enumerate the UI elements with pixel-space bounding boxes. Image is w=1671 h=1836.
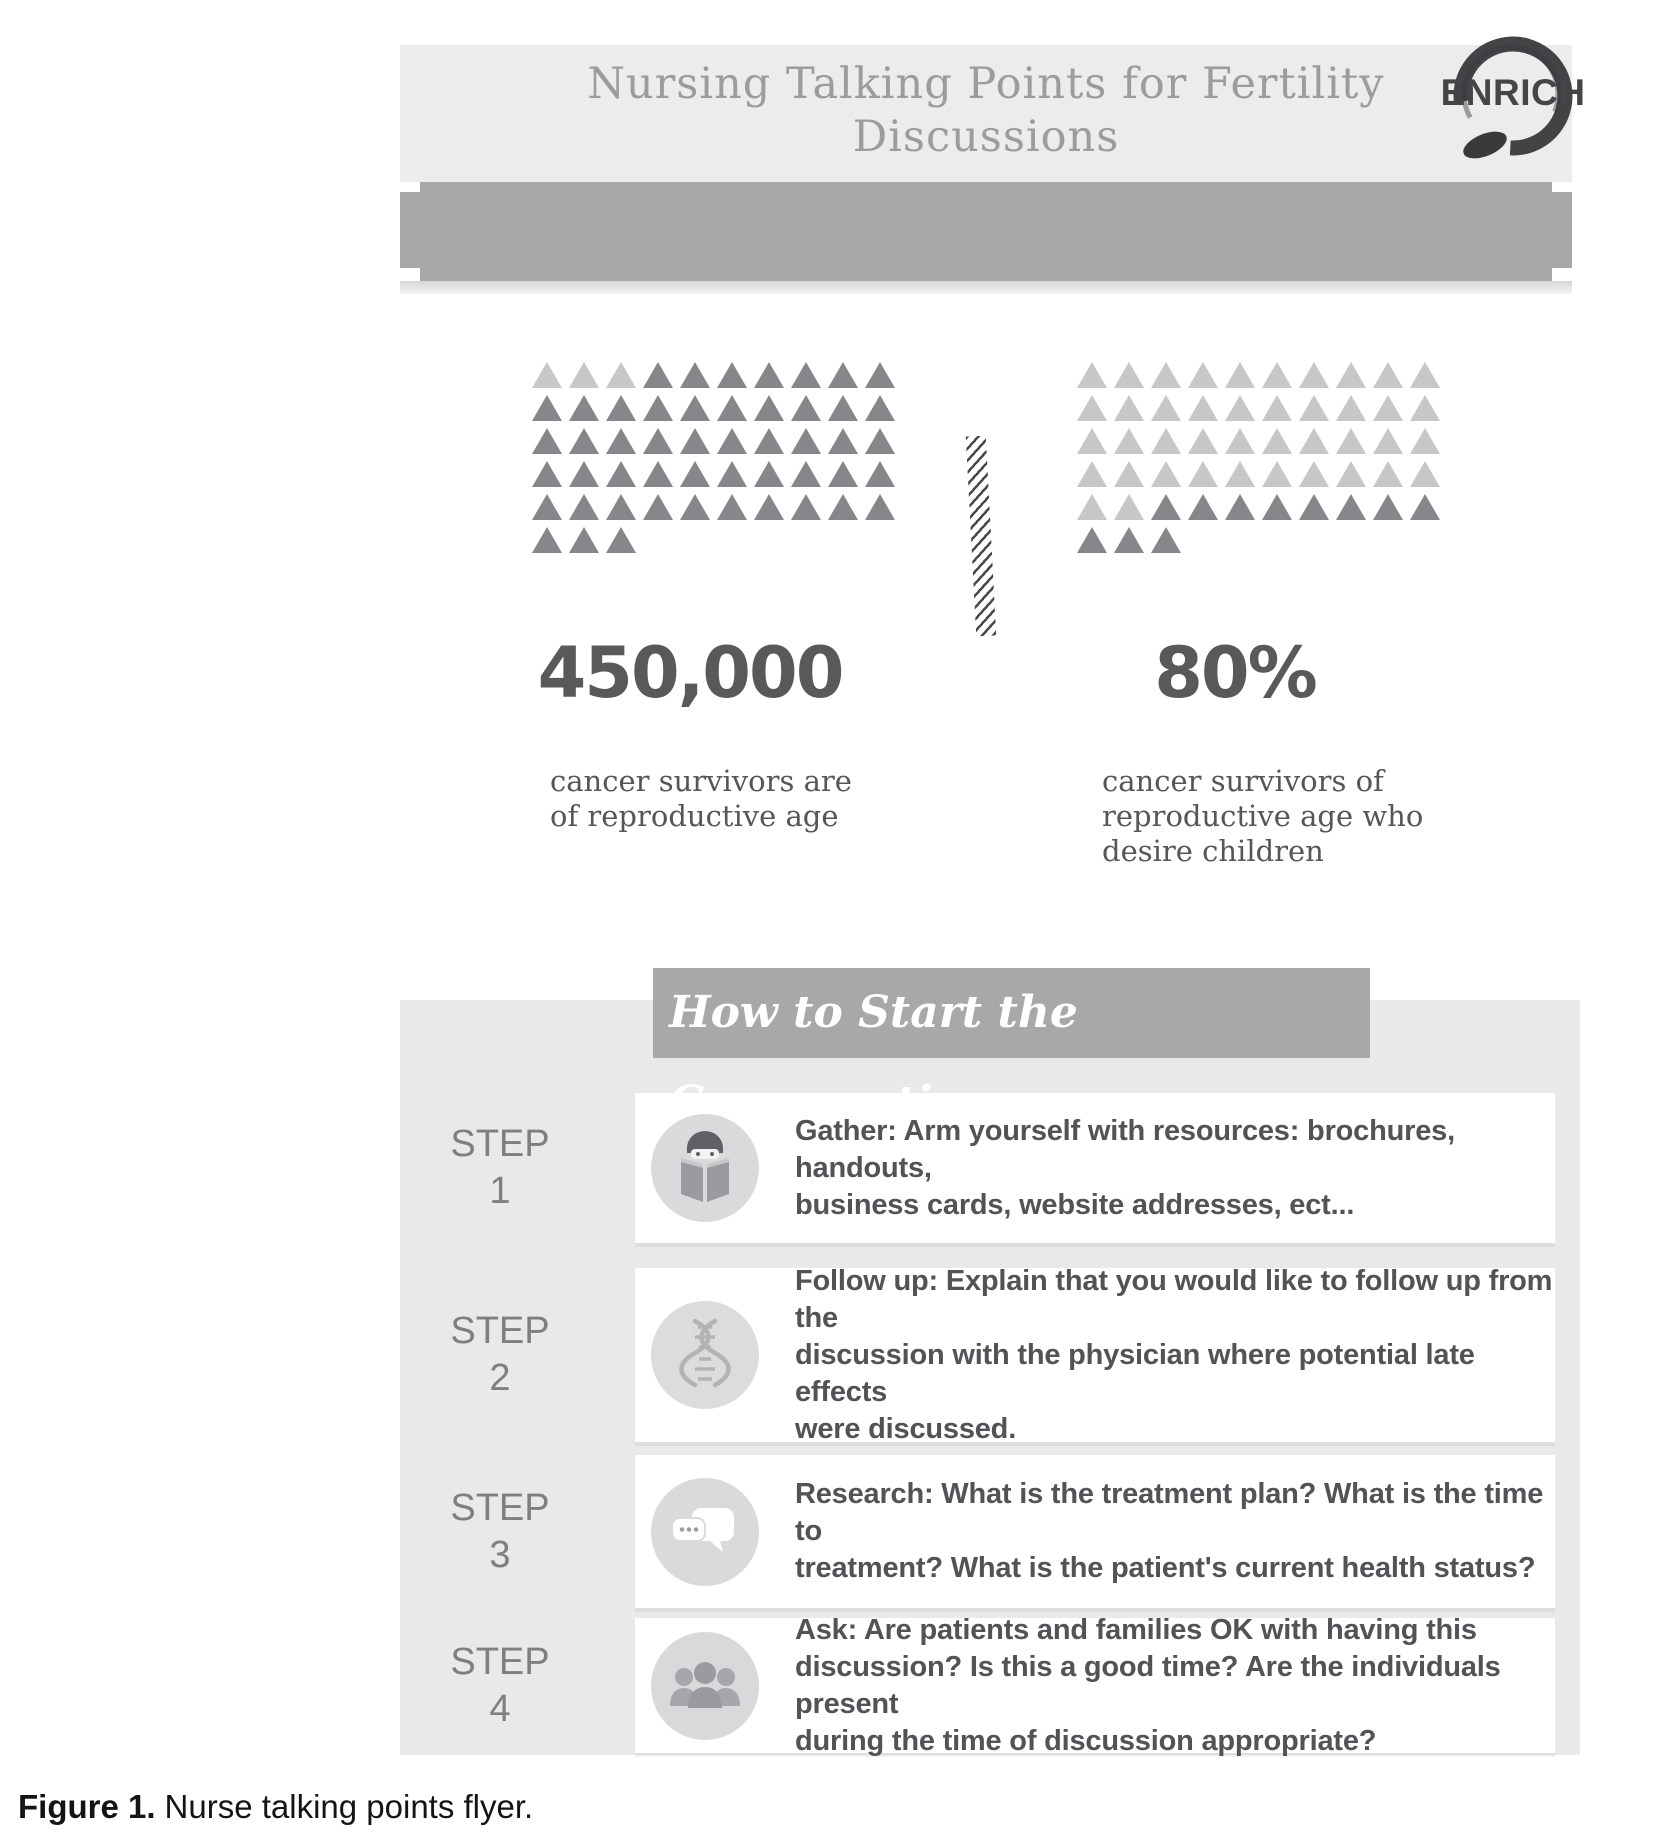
enrich-logo-text: ENRICH [1440, 72, 1586, 113]
triangle-icon [1077, 428, 1107, 454]
triangle-icon [532, 362, 562, 388]
triangle-icon [1225, 395, 1255, 421]
flyer-title: Nursing Talking Points for Fertility Discussions [587, 59, 1385, 162]
triangle-icon [1114, 428, 1144, 454]
triangle-icon [1410, 494, 1440, 520]
triangle-icon [1225, 362, 1255, 388]
triangle-icon [717, 395, 747, 421]
triangle-icon [643, 362, 673, 388]
triangle-icon [643, 395, 673, 421]
triangle-icon [865, 395, 895, 421]
triangle-icon [717, 461, 747, 487]
triangle-icon [643, 461, 673, 487]
ribbon-shadow [400, 281, 1572, 294]
triangle-icon [1114, 494, 1144, 520]
stat-description-left: cancer survivors are of reproductive age [550, 764, 852, 833]
step-1-text: Gather: Arm yourself with resources: brochures, handouts, business cards, website addresses, ect... [795, 1114, 1455, 1221]
triangle-icon [1225, 494, 1255, 520]
step-word: STEP [450, 1486, 550, 1529]
triangle-icon [791, 494, 821, 520]
triangle-icon [569, 362, 599, 388]
triangle-icon [532, 461, 562, 487]
triangle-icon [1151, 362, 1181, 388]
triangle-icon [1373, 494, 1403, 520]
triangle-icon [1225, 461, 1255, 487]
triangle-icon [754, 461, 784, 487]
triangle-icon [717, 362, 747, 388]
triangle-icon [1299, 362, 1329, 388]
triangle-icon [1188, 428, 1218, 454]
conversation-heading-banner: How to Start the [653, 968, 1370, 1058]
triangle-icon [1262, 395, 1292, 421]
step-2-text: Follow up: Explain that you would like to follow up from the discussion with the physician where potential late effects were discussed. [795, 1264, 1553, 1445]
triangle-icon [1151, 527, 1181, 553]
triangle-icon [1188, 494, 1218, 520]
triangle-icon [1188, 362, 1218, 388]
triangle-icon [791, 395, 821, 421]
step-number: 3 [489, 1533, 511, 1576]
chat-bubbles-icon [651, 1478, 759, 1586]
triangle-icon [532, 527, 562, 553]
triangle-icon [680, 494, 710, 520]
triangle-icon [791, 362, 821, 388]
step-4-card [635, 1613, 1555, 1757]
hatched-divider-icon [966, 436, 996, 637]
reading-person-icon [651, 1114, 759, 1222]
step-3-text: Research: What is the treatment plan? What is the time to treatment? What is the patient's current health status? [795, 1478, 1544, 1584]
triangle-icon [532, 494, 562, 520]
triangle-icon [1225, 428, 1255, 454]
triangle-icon [1188, 395, 1218, 421]
triangle-icon [1299, 428, 1329, 454]
triangle-icon [680, 395, 710, 421]
triangle-icon [606, 362, 636, 388]
step-number: 2 [489, 1357, 511, 1399]
step-4-text: Ask: Are patients and families OK with having this discussion? Is this a good time? Are the individuals present during the time of discussion appropriate? [795, 1613, 1501, 1757]
triangle-icon [1262, 428, 1292, 454]
triangle-icon [532, 395, 562, 421]
triangle-icon [643, 494, 673, 520]
step-row-4 [400, 1613, 1580, 1757]
triangle-icon [1262, 461, 1292, 487]
triangle-icon [1299, 494, 1329, 520]
triangle-icon [1410, 461, 1440, 487]
triangle-icon [1299, 461, 1329, 487]
triangle-icon [1299, 395, 1329, 421]
triangle-icon [1077, 362, 1107, 388]
figure-caption-label: Figure 1. [18, 1788, 156, 1825]
triangle-icon [643, 428, 673, 454]
triangle-icon [717, 494, 747, 520]
triangle-icon [865, 461, 895, 487]
triangle-icon [1114, 527, 1144, 553]
triangle-icon [569, 461, 599, 487]
triangle-icon [865, 494, 895, 520]
step-2-card [635, 1264, 1555, 1445]
triangle-icon [754, 494, 784, 520]
triangle-icon [569, 494, 599, 520]
dna-helix-icon [651, 1301, 759, 1409]
triangle-icon [1077, 461, 1107, 487]
triangle-icon [754, 362, 784, 388]
triangle-icon [1151, 494, 1181, 520]
step-word: STEP [450, 1123, 550, 1165]
step-3-card [635, 1455, 1555, 1608]
step-row-3 [400, 1455, 1580, 1608]
triangle-icon [606, 527, 636, 553]
triangle-icon [569, 527, 599, 553]
triangle-icon [1077, 494, 1107, 520]
triangle-icon [606, 428, 636, 454]
triangle-icon [828, 461, 858, 487]
triangle-icon [828, 395, 858, 421]
step-number: 4 [489, 1687, 511, 1730]
triangle-icon [1151, 461, 1181, 487]
triangle-icon [606, 395, 636, 421]
step-2-label [425, 1268, 575, 1442]
step-word: STEP [450, 1310, 550, 1352]
triangle-icon [1373, 461, 1403, 487]
triangle-icon [1373, 362, 1403, 388]
triangle-icon [1336, 461, 1366, 487]
triangle-icon [1336, 362, 1366, 388]
triangle-icon [1410, 395, 1440, 421]
triangle-icon [606, 494, 636, 520]
triangle-icon [1262, 494, 1292, 520]
triangle-icon [1262, 362, 1292, 388]
triangle-icon [754, 428, 784, 454]
step-row-2 [400, 1264, 1580, 1445]
step-number: 1 [489, 1170, 511, 1212]
triangle-icon [1151, 428, 1181, 454]
triangle-icon [1410, 428, 1440, 454]
triangle-icon [569, 428, 599, 454]
triangle-icon [606, 461, 636, 487]
triangle-icon [828, 494, 858, 520]
step-1-card [635, 1093, 1555, 1243]
triangle-icon [680, 428, 710, 454]
triangle-icon [1188, 461, 1218, 487]
stat-value-80pct: 80% [1154, 632, 1316, 714]
triangle-icon [717, 428, 747, 454]
stat-value-450000: 450,000 [537, 632, 843, 714]
step-4-label [425, 1618, 575, 1753]
step-1-label [425, 1093, 575, 1243]
triangle-icon [1114, 461, 1144, 487]
triangle-icon [532, 428, 562, 454]
triangle-icon [1336, 494, 1366, 520]
triangle-icon [1151, 395, 1181, 421]
triangle-icon [791, 461, 821, 487]
triangle-icon [1077, 527, 1107, 553]
triangle-icon [865, 362, 895, 388]
triangle-icon [828, 428, 858, 454]
triangle-icon [1373, 395, 1403, 421]
stat-description-right: cancer survivors of reproductive age who desire children [1102, 764, 1424, 868]
people-group-icon [651, 1632, 759, 1740]
triangle-icon [1114, 362, 1144, 388]
triangle-icon [754, 395, 784, 421]
pictograph-survivors-total [532, 362, 895, 553]
triangle-icon [1373, 428, 1403, 454]
triangle-icon [865, 428, 895, 454]
triangle-icon [569, 395, 599, 421]
step-word: STEP [450, 1640, 550, 1683]
pictograph-survivors-desire-children [1077, 362, 1440, 553]
figure-caption [18, 1788, 533, 1826]
triangle-icon [828, 362, 858, 388]
triangle-icon [680, 461, 710, 487]
figure-caption-text: Nurse talking points flyer. [164, 1788, 534, 1825]
triangle-icon [1336, 428, 1366, 454]
triangle-icon [1114, 395, 1144, 421]
triangle-icon [791, 428, 821, 454]
gray-ribbon [420, 182, 1552, 281]
step-row-1 [400, 1093, 1580, 1243]
enrich-logo [1423, 16, 1603, 186]
triangle-icon [1410, 362, 1440, 388]
triangle-icon [680, 362, 710, 388]
triangle-icon [1336, 395, 1366, 421]
triangle-icon [1077, 395, 1107, 421]
step-3-label [425, 1455, 575, 1608]
